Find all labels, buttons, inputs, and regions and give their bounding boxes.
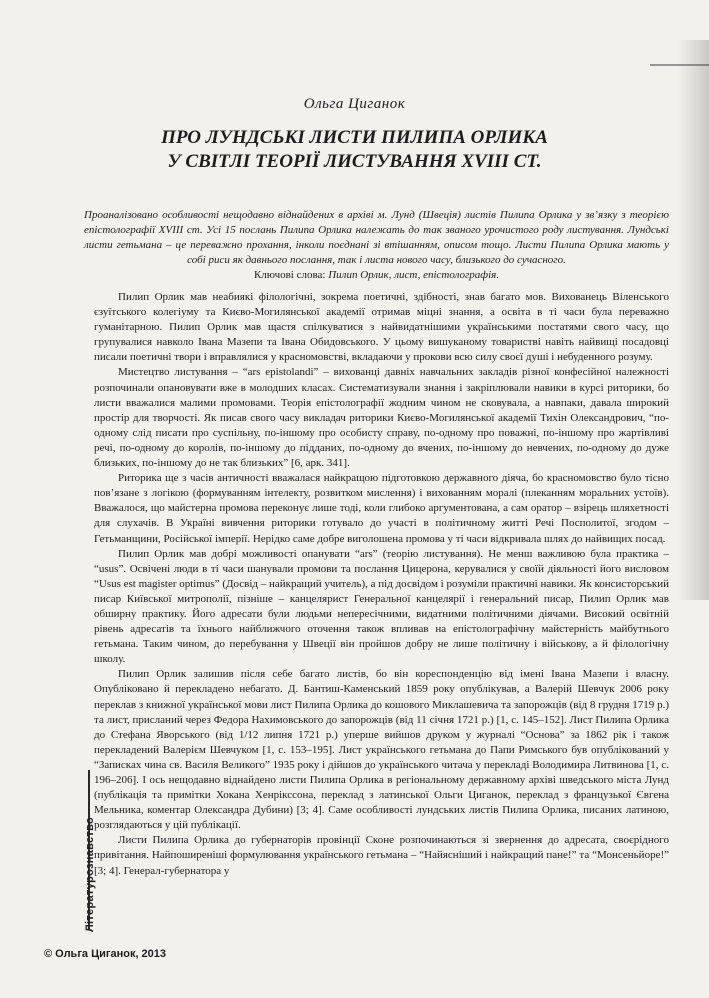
section-side-label: Літературознавство bbox=[84, 816, 96, 932]
article-title bbox=[90, 126, 619, 174]
body-paragraph: Риторика ще з часів античності вважалася найкращою підготовкою державного діяча, бо красномовство було тісно пов’язане з логікою (формуванням інтелекту, розвитком мислення) і вихованням моралі (плеканням моральних устоїв). Вважалося, що майстерна промова переконує лише тоді, коли глибоко аргументована, а сам оратор – взірець шляхетності для слухачів. В Україні вивчення риторики готувало до участі в політичному житті Речі Посполитої, згодом – Гетьманщини, Російської імперії. Нерідко саме добре виголошена промова у ті часи відкривала шлях до найвищих посад. bbox=[94, 472, 669, 545]
body-paragraph: Пилип Орлик мав неабиякі філологічні, зокрема поетичні, здібності, знав багато мов. Вихованець Віленського єзуїтського колегіуму та Києво-Могилянської академії отримав міцні знання, а освіта в ті часи була переважно гуманітарною. Пилип Орлик мав щастя спілкуватися з найвидатнішими українськими постатями свого часу, що групувалися навколо Івана Мазепи та Івана Обидовського. У цьому вишуканому товаристві навіть найвищі посадовці писали поетичні твори і вправлялися у красномовстві, вкладаючи у прокови всю силу своєї душі і небуденного розуму. bbox=[94, 291, 669, 364]
keywords-values: Пилип Орлик, лист, епістолографія. bbox=[328, 269, 500, 281]
adjacent-page-rule bbox=[650, 64, 709, 66]
body-paragraph: Мистецтво листування – “ars epistolandi” – вихованці давніх навчальних закладів різної конфесійної належності розпочинали опановувати вже в молодших класах. Систематизували знання і закріплювали навики в курсі риторики, бо листи вважалися малими промовами. Теорія епістолографії жодним чином не сковувала, а навпаки, давала широкий простір для творчості. Як писав свого часу викладач риторики Києво-Могилянської академії Тихін Олександрович, “по-одному слід писати про суспільну, по-іншому про особисту справу, по-одному про поважні, по-іншому про жартівливі речі, по-одному до королів, по-іншому до підданих, по-одному до вчених, по-іншому до невчених, по-одному до дуже близьких, по-іншому до не так близьких” [6, арк. 341]. bbox=[94, 366, 669, 470]
adjacent-page-bleed bbox=[678, 40, 709, 600]
body-paragraph: Пилип Орлик залишив після себе багато листів, бо він кореспонденцію від імені Івана Мазепи і власну. Опубліковано й перекладено небагато. Д. Бантиш-Каменський 1859 року опублікував, а Валерій Шевчук 2006 року переклав з книжної української мови лист Пилипа Орлика до кошового Миклашевича та запорожців (від 8 грудня 1719 р.) та лист, присланий через Федора Нахимовського до запорожців (від 11 січня 1721 р.) [1, с. 145–152]. Лист Пилипа Орлика до Стефана Яворського (від 1/12 липня 1721 р.) уперше вийшов друком у журналі “Основа” за 1862 рік і також перекладений Валерієм Шевчуком [1, с. 153–195]. Лист українського гетьмана до Папи Римського був опублікований у “Записках чина св. Василя Великого” 1935 року і дійшов до українського читача у перекладі Володимира Литвинова [1, с. 196–206]. І ось нещодавно віднайдено листи Пилипа Орлика в регіональному державному архіві шведського міста Лунд (публікація та примітки Хокана Хенрікссона, переклад з латинської Ольги Циганок, переклад з французької Євгена Мельника, коментар Олександра Дубини) [3; 4]. Саме особливості лундських листів Пилипа Орлика, писаних латиною, розглядаються у цій публікації. bbox=[94, 668, 669, 832]
body-paragraph: Листи Пилипа Орлика до губернаторів провінції Сконе розпочинаються зі звернення до адресата, своєрідного привітання. Найпоширеніші формулювання українського гетьмана – “Найясніший і найкращий пане!” та “Монсеньйоре!” [3; 4]. Генерал-губернатора у bbox=[94, 834, 669, 877]
title-line-2: У СВІТЛІ ТЕОРІЇ ЛИСТУВАННЯ XVIII СТ. bbox=[167, 151, 542, 172]
body-paragraph: Пилип Орлик мав добрі можливості опанувати “ars” (теорію листування). Не менш важливою була практика – “usus”. Освічені люди в ті часи шанували промови та послання Цицерона, керувалися у своїй діяльності його висловом “Usus est magister optimus” (Досвід – найкращий учитель), а під досвідом і розуміли практичні навики. Як консисторський писар Київської митрополії, пізніше – канцелярист Генеральної канцелярії і генеральний писар, Пилип Орлик мав обширну практику. Його адресати були людьми непересічними, видатними політичними діячами. Високий освітній рівень адресатів та їхнього найближчого оточення також впливав на епістолографічну майстерність майбутнього гетьмана. Таким чином, до перебування у Швеції він пройшов добру не лише політичну і військову, а й філологічну школу. bbox=[94, 547, 669, 666]
copyright-notice: © Ольга Циганок, 2013 bbox=[44, 948, 167, 960]
title-line-1: ПРО ЛУНДСЬКІ ЛИСТИ ПИЛИПА ОРЛИКА bbox=[161, 127, 548, 148]
keywords-label: Ключові слова: bbox=[253, 269, 326, 281]
abstract bbox=[84, 208, 669, 268]
abstract-text: Проаналізовано особливості нещодавно віднайдених в архіві м. Лунд (Швеція) листів Пилипа Орлика у зв’язку з теорією епістолографії XVIII ст. Усі 15 послань Пилипа Орлика належать до так званого урочистого роду листування. Лундські листи гетьмана – це переважно прохання, інколи поєднані зі втішанням, описом тощо. Листи Пилипа Орлика мають у собі риси як давнього послання, так і листа нового часу, близького до сучасного. bbox=[84, 209, 669, 266]
article-body bbox=[94, 290, 669, 879]
keywords bbox=[84, 268, 669, 283]
author-name: Ольга Циганок bbox=[303, 96, 406, 112]
